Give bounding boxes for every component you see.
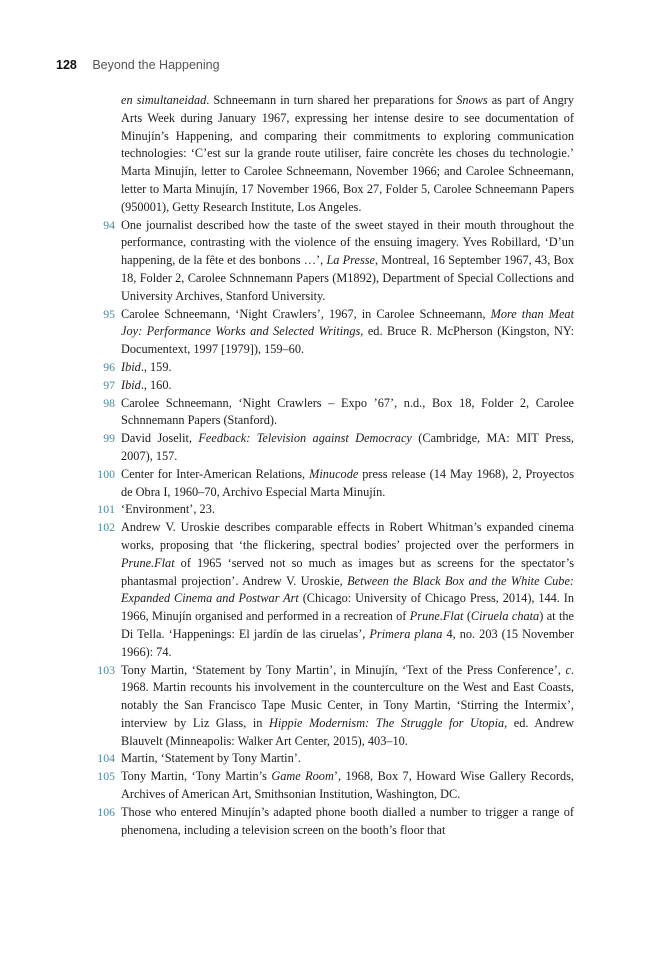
- endnote-text: Center for Inter-American Relations, Minucode press release (14 May 1968), 2, Proyectos de Obra I, 1960–70, Archivo Especial Marta Minujín.: [121, 466, 574, 499]
- endnote: [84, 217, 574, 306]
- endnote-text: Tony Martin, ‘Statement by Tony Martin’, in Minujín, ‘Text of the Press Conference’, c. 1968. Martin recounts his involvement in the counterculture on the West and East Coasts, notably the San Francisco Tape Music Center, in Tony Martin, ‘Stirring the Intermix’, interview by Liz Glass, in Hippie Modernism: The Struggle for Utopia, ed. Andrew Blauvelt (Minneapolis: Walker Art Center, 2015), 403–10.: [121, 662, 574, 748]
- endnote-text: ‘Environment’, 23.: [121, 502, 215, 517]
- endnote-number: 105: [97, 769, 115, 784]
- endnote-text: Carolee Schneemann, ‘Night Crawlers – Expo ’67’, n.d., Box 18, Folder 2, Carolee Schnnemann Papers (Stanford).: [121, 395, 574, 428]
- endnote: [84, 377, 574, 395]
- endnote-number: 96: [103, 359, 115, 374]
- endnote: [84, 501, 574, 519]
- running-header: [56, 58, 220, 72]
- endnote-number: 104: [97, 751, 115, 766]
- endnotes-list: [84, 92, 574, 839]
- endnote-text: Martin, ‘Statement by Tony Martin’.: [121, 751, 301, 766]
- endnote-text: Those who entered Minujín’s adapted phone booth dialled a number to trigger a range of phenomena, including a television screen on the booth’s floor that: [121, 804, 574, 837]
- endnote: [84, 768, 574, 804]
- endnote-text: David Joselit, Feedback: Television against Democracy (Cambridge, MA: MIT Press, 2007), 157.: [121, 431, 574, 463]
- endnote-number: 99: [103, 431, 115, 446]
- endnote-number: 97: [103, 377, 115, 392]
- endnote-number: 101: [97, 502, 115, 517]
- endnote-text: Carolee Schneemann, ‘Night Crawlers’, 1967, in Carolee Schneemann, More than Meat Joy: Performance Works and Selected Writings, ed. Bruce R. McPherson (Kingston, NY: Documentext, 1997 [1979]), 159–60.: [121, 306, 575, 357]
- endnote-text: Tony Martin, ‘Tony Martin’s Game Room’, 1968, Box 7, Howard Wise Gallery Records, Archives of American Art, Smithsonian Institution, Washington, DC.: [121, 769, 574, 802]
- endnote: [84, 395, 574, 431]
- endnote-text: en simultaneidad. Schneemann in turn shared her preparations for Snows as part of Angry Arts Week during January 1967, expressing her intense desire to see documentation of Minujín’s Happening, and comparing their commitments to exploring communication technologies: ‘C’est sur la grande route utiliser, faire concrète les choses du technologie.’ Marta Minujín, letter to Carolee Schneemann, November 1966; and Carolee Schneemann, letter to Marta Minujín, 17 November 1966, Box 27, Folder 5, Carolee Schneemann Papers (950001), Getty Research Institute, Los Angeles.: [121, 93, 574, 214]
- endnote: [84, 519, 574, 661]
- endnote: [84, 430, 574, 466]
- endnote: [84, 306, 574, 359]
- endnote: [84, 92, 574, 217]
- endnote-number: 102: [97, 520, 115, 535]
- endnote-number: 94: [103, 217, 115, 232]
- endnote-number: 103: [97, 662, 115, 677]
- endnote-text: One journalist described how the taste of the sweet stayed in their mouth throughout the performance, contrasting with the violence of the ensuing imagery. Yves Robillard, ‘D’un happening, de la fête et des bonbons …’, La Presse, Montreal, 16 September 1967, 43, Box 18, Folder 2, Carolee Schnnemann Papers (M1892), Department of Special Collections and University Archives, Stanford University.: [121, 217, 574, 303]
- running-title: Beyond the Happening: [92, 58, 220, 72]
- page-number: 128: [56, 58, 77, 72]
- endnote-number: 95: [103, 306, 115, 321]
- endnote-text: Ibid., 159.: [121, 359, 172, 374]
- endnote: [84, 359, 574, 377]
- endnote-number: 100: [97, 466, 115, 481]
- endnote: [84, 466, 574, 502]
- endnote: [84, 804, 574, 840]
- endnote: [84, 750, 574, 768]
- endnote-number: 106: [97, 804, 115, 819]
- endnote: [84, 662, 574, 751]
- endnote-number: 98: [103, 395, 115, 410]
- endnote-text: Ibid., 160.: [121, 377, 172, 392]
- endnote-text: Andrew V. Uroskie describes comparable effects in Robert Whitman’s expanded cinema works, proposing that ‘the flickering, spectral bodies’ projected over the performers in Prune.Flat of 1965 ‘served not so much as images but as screens for the spectator’s phantasmal projection’. Andrew V. Uroskie, Between the Black Box and the White Cube: Expanded Cinema and Postwar Art (Chicago: University of Chicago Press, 2014), 144. In 1966, Minujín organised and performed in a recreation of Prune.Flat (Ciruela chata) at the Di Tella. ‘Happenings: El jardín de las ciruelas’, Primera plana 4, no. 203 (15 November 1966): 74.: [121, 520, 574, 659]
